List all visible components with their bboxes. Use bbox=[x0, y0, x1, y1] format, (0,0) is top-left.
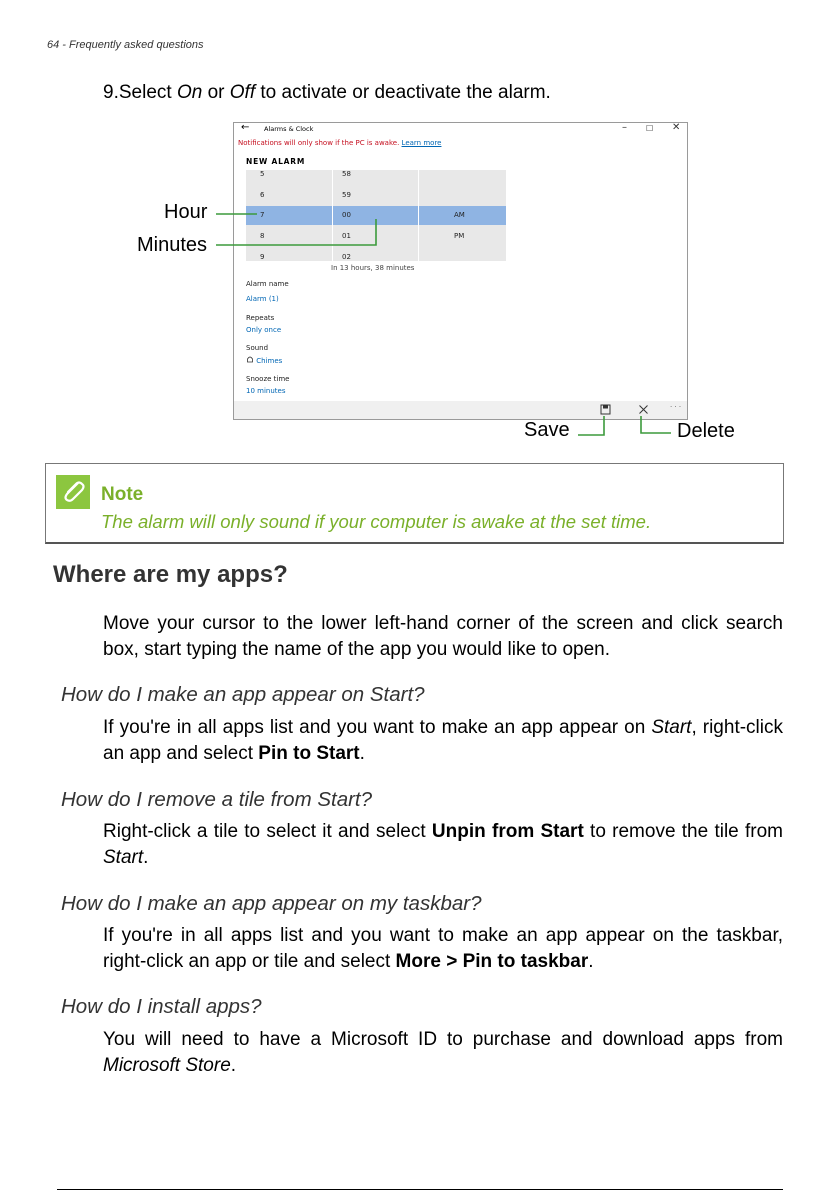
repeats-label: Repeats bbox=[246, 314, 275, 322]
step-text-1: Select bbox=[118, 82, 177, 103]
notice-text: Notifications will only show if the PC is awake. bbox=[238, 139, 400, 147]
minutes-callout-line bbox=[216, 219, 376, 245]
save-callout-line bbox=[578, 416, 604, 435]
answer-bold: Unpin from Start bbox=[431, 821, 584, 842]
answer-text: to remove the tile from bbox=[583, 821, 784, 842]
minute-option[interactable]: 01 bbox=[342, 232, 351, 240]
close-icon[interactable]: ✕ bbox=[672, 122, 681, 133]
section-title: Where are my apps? bbox=[53, 561, 288, 588]
answer-italic: Start bbox=[651, 717, 692, 738]
faq-answer bbox=[103, 715, 783, 767]
faq-answer bbox=[103, 819, 783, 871]
faq-question: How do I make an app appear on Start? bbox=[61, 683, 425, 706]
answer-italic: Microsoft Store bbox=[103, 1055, 231, 1076]
note-text: The alarm will only sound if your computer is awake at the set time. bbox=[101, 511, 652, 532]
minute-option-selected[interactable]: 00 bbox=[342, 211, 351, 219]
hour-callout: Hour bbox=[164, 201, 208, 223]
time-remaining: In 13 hours, 38 minutes bbox=[331, 264, 415, 272]
faq-answer bbox=[103, 1027, 783, 1079]
answer-bold: Pin to Start bbox=[258, 743, 360, 764]
step-text-3: to activate or deactivate the alarm. bbox=[255, 82, 551, 103]
section-intro: Move your cursor to the lower left-hand corner of the screen and click search box, start typing the name of the app you would like to open. bbox=[103, 613, 783, 660]
learn-more-link[interactable]: Learn more bbox=[401, 139, 442, 147]
minute-option[interactable]: 58 bbox=[342, 170, 351, 178]
am-option[interactable]: AM bbox=[454, 211, 465, 219]
maximize-icon[interactable]: ☐ bbox=[646, 124, 654, 133]
minute-option[interactable]: 02 bbox=[342, 253, 351, 261]
answer-text: . bbox=[588, 951, 594, 972]
step-on: On bbox=[176, 82, 203, 103]
alarm-name-value[interactable]: Alarm (1) bbox=[246, 295, 279, 303]
more-icon[interactable]: · · · bbox=[670, 403, 682, 411]
snooze-label: Snooze time bbox=[246, 375, 290, 383]
note-title: Note bbox=[101, 484, 144, 505]
pm-option[interactable]: PM bbox=[454, 232, 465, 240]
step-text-2: or bbox=[202, 82, 230, 103]
step-off: Off bbox=[229, 82, 256, 103]
faq-answer bbox=[103, 923, 783, 975]
step-number: 9. bbox=[103, 82, 119, 103]
minutes-callout: Minutes bbox=[137, 234, 208, 256]
snooze-value[interactable]: 10 minutes bbox=[246, 387, 286, 395]
hour-option-selected[interactable]: 7 bbox=[260, 211, 265, 219]
faq-question: How do I make an app appear on my taskbar? bbox=[61, 892, 482, 915]
answer-text: If you're in all apps list and you want to make an app appear on the taskbar, right-click an app or tile and select bbox=[103, 925, 783, 972]
answer-text: , right-click an app and select bbox=[103, 717, 783, 764]
answer-text: . bbox=[359, 743, 365, 764]
answer-text: . bbox=[230, 1055, 237, 1076]
hour-option[interactable]: 8 bbox=[260, 232, 265, 240]
footer-divider bbox=[57, 1189, 783, 1190]
note-box bbox=[45, 463, 784, 544]
sound-value-text: Chimes bbox=[256, 357, 283, 365]
minimize-icon[interactable]: – bbox=[622, 122, 627, 133]
faq-question: How do I install apps? bbox=[61, 995, 262, 1018]
answer-italic: Start bbox=[103, 847, 144, 868]
answer-text: Right-click a tile to select it and select bbox=[103, 821, 432, 842]
page-header: 64 - Frequently asked questions bbox=[47, 39, 204, 51]
minute-option[interactable]: 59 bbox=[342, 191, 351, 199]
callout-lines bbox=[0, 0, 839, 460]
sound-label: Sound bbox=[246, 344, 269, 352]
faq-question: How do I remove a tile from Start? bbox=[61, 788, 373, 811]
window-title: Alarms & Clock bbox=[264, 125, 314, 133]
hour-option[interactable]: 9 bbox=[260, 253, 265, 261]
repeats-value[interactable]: Only once bbox=[246, 326, 282, 334]
delete-callout-line bbox=[641, 416, 671, 433]
answer-text: If you're in all apps list and you want to make an app appear on bbox=[103, 717, 652, 738]
save-callout: Save bbox=[524, 419, 570, 441]
answer-text: . bbox=[143, 847, 149, 868]
new-alarm-heading: NEW ALARM bbox=[246, 157, 306, 166]
alarm-name-label: Alarm name bbox=[246, 280, 289, 288]
answer-bold: More > Pin to taskbar bbox=[395, 951, 589, 972]
delete-callout: Delete bbox=[677, 420, 735, 442]
hour-option[interactable]: 5 bbox=[260, 170, 265, 178]
answer-text: You will need to have a Microsoft ID to purchase and download apps from bbox=[103, 1029, 783, 1050]
back-arrow-icon[interactable]: ← bbox=[241, 122, 250, 133]
paperclip-icon bbox=[56, 475, 90, 509]
hour-option[interactable]: 6 bbox=[260, 191, 265, 199]
